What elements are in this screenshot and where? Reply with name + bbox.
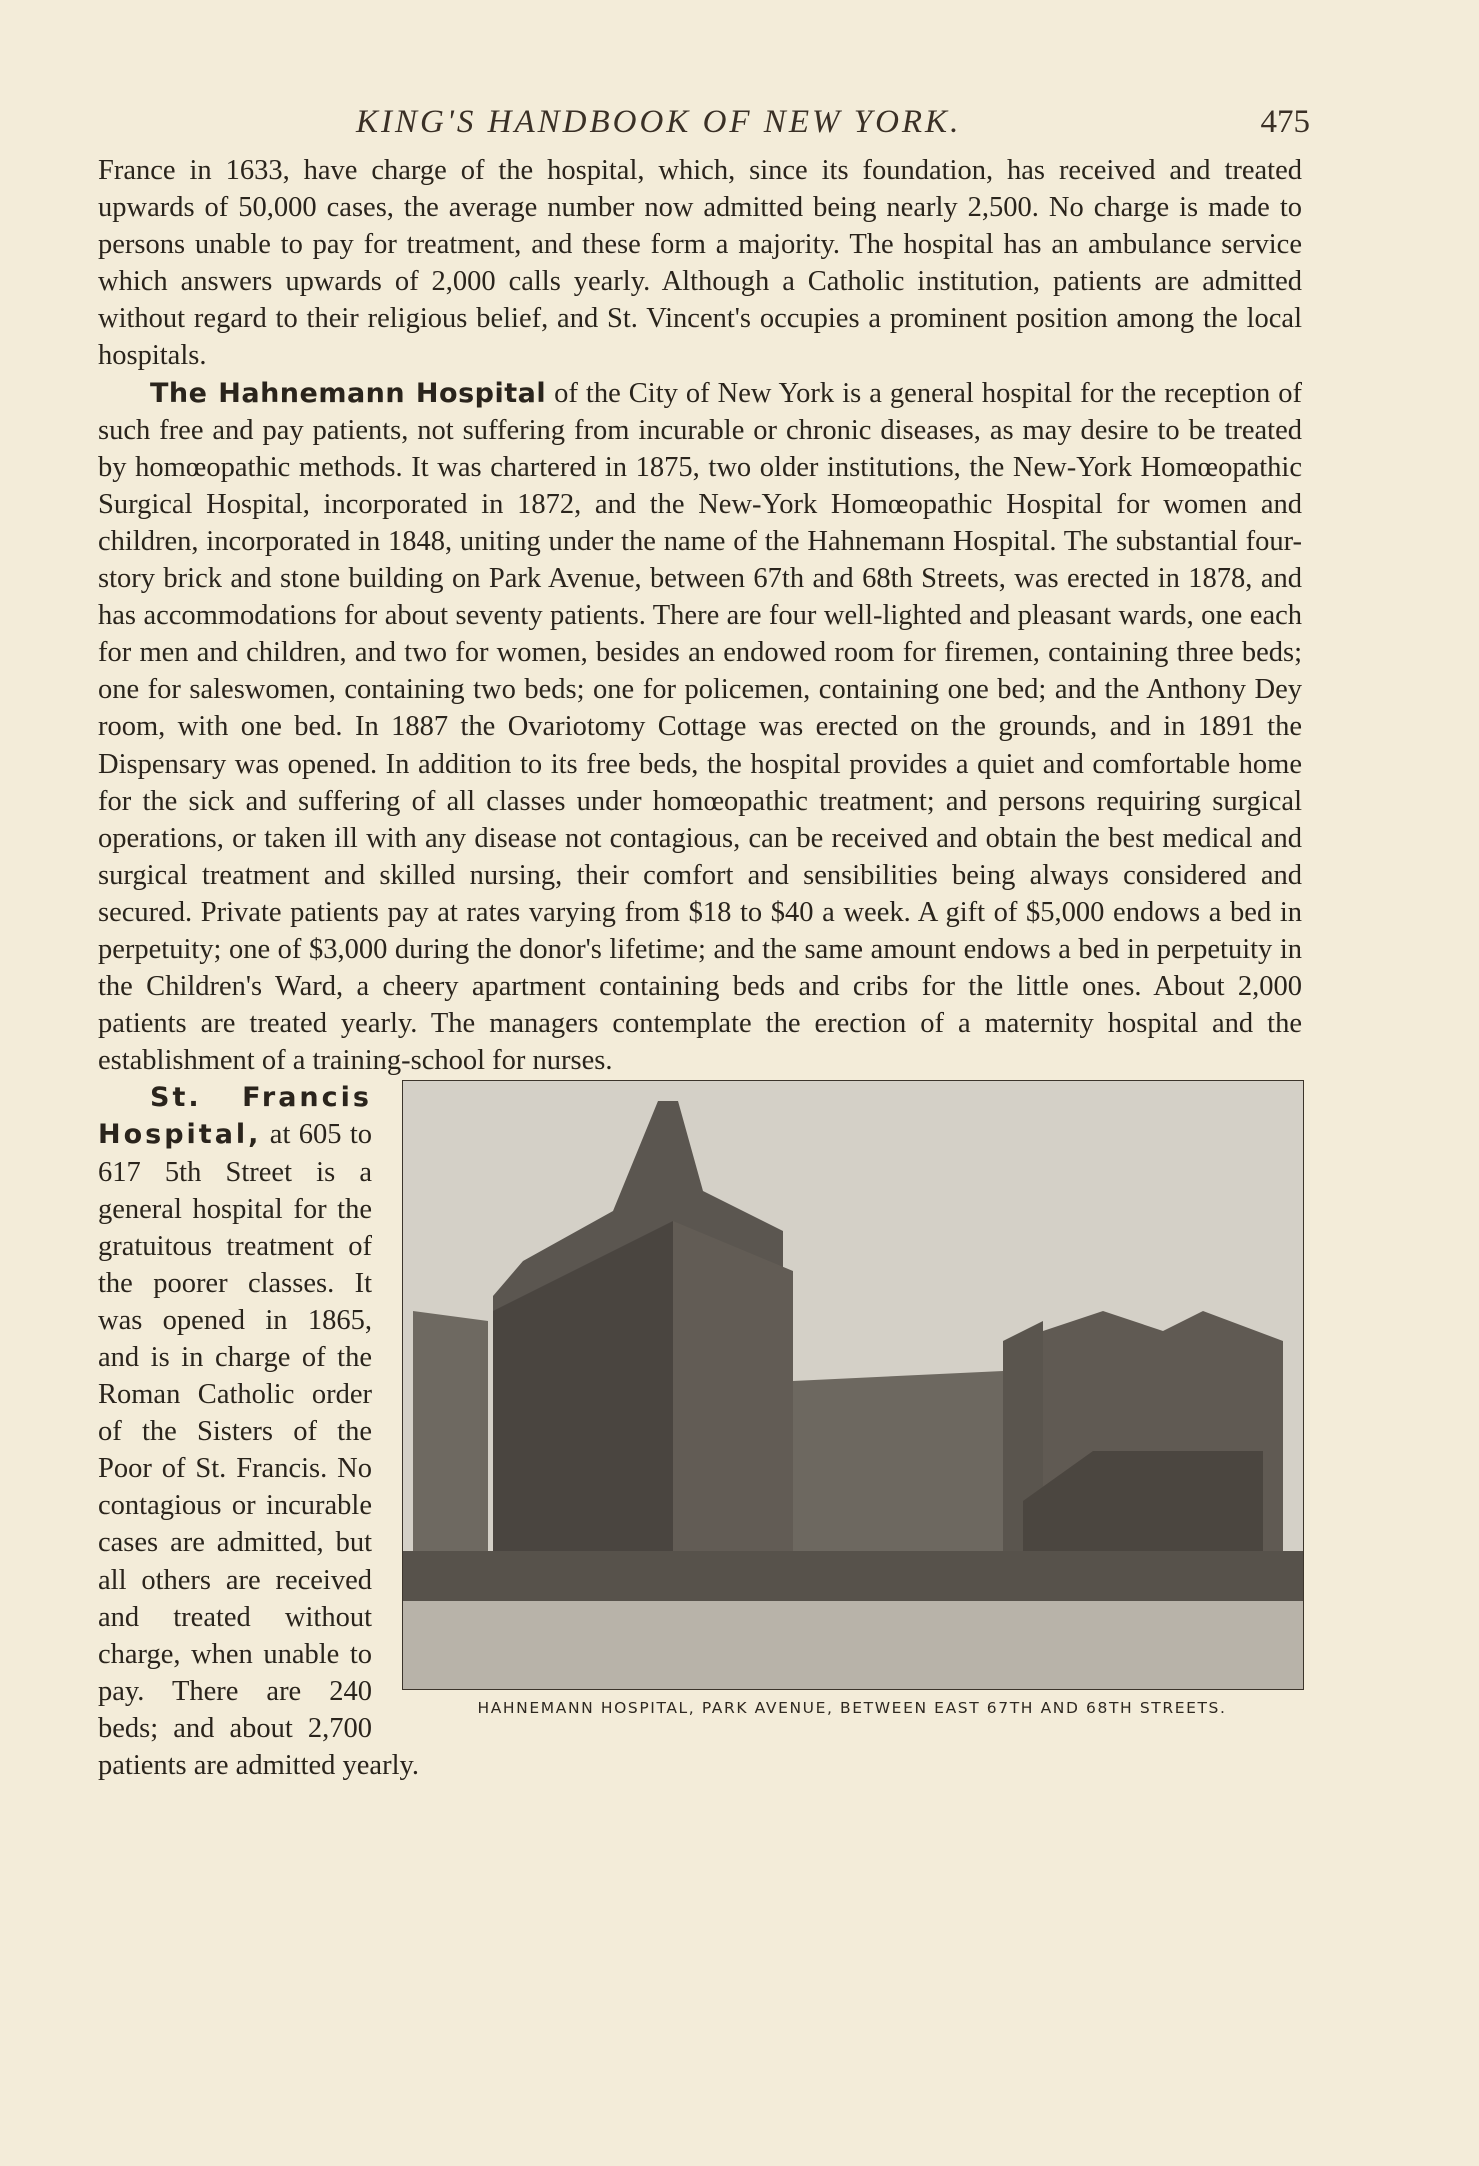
running-head [98, 96, 1310, 152]
paragraph-hahnemann [98, 375, 1302, 1080]
heading-st-francis-hospital: St. Francis Hospital, [98, 1082, 372, 1151]
text-with-figure [98, 375, 1302, 1785]
heading-hahnemann-hospital: The Hahnemann Hospital [150, 377, 547, 409]
page-number: 475 [1260, 104, 1310, 140]
hospital-photo [402, 1080, 1304, 1690]
paragraph-st-vincents: France in 1633, have charge of the hospital, which, since its foundation, has received and treated upwards of 50,000 cases, the average number now admitted being nearly 2,500. No charge is made to persons unable to pay for treatment, and these form a majority. The hospital has an ambulance service which answers upwards of 2,000 calls yearly. Although a Catholic institution, patients are admitted without regard to their religious belief, and St. Vincent's occupies a prominent position among the local hospitals. [98, 155, 1302, 372]
book-page [98, 96, 1310, 1784]
hospital-figure [402, 1080, 1304, 1730]
hahnemann-text: of the City of New York is a general hospital for the reception of such free and pay patients, not suffering from incurable or chronic diseases, as may desire to be treated by homœopathic methods. It was chartered in 1875, two older institutions, the New-York Homœopathic Surgical Hospital, incorporated in 1872, and the New-York Homœopathic Hospital for women and children, incorporated in 1848, uniting under the name of the Hahnemann Hospital. The substantial four-story brick and stone building on Park Avenue, between 67th and 68th Streets, was erected in 1878, and has accommodations for about seventy patients. There are four well-lighted and pleasant wards, one each for men and children, and two for women, besides an endowed room for firemen, containing three beds; one for saleswomen, containing two beds; one for policemen, containing one bed; and the Anthony Dey room, with one bed. In 1887 the Ovariotomy Cottage was erected on the grounds, and in 1891 the Dispensary was opened. In addition to its free beds, the hospital provides a quiet and comfortable home for the sick and suffering of all classes under homœopathic treatment; and persons requiring surgical operations, or taken ill with any disease not contagious, can be received and obtain the best medical and surgical treatment and skilled nursing, their comfort and sensibilities being always considered and secured. Private patients pay at rates varying from $18 to $40 a week. A gift of $5,000 endows a bed in perpetuity; one of $3,000 during the donor's lifetime; and the same amount endows a bed in perpetuity in the Children's Ward, a cheery apartment containing beds and cribs for the little ones. About 2,000 patients are treated yearly. The managers contemplate the erection of a maternity hospital and the establishment of a training-school for nurses. [98, 377, 1302, 1077]
running-title: KING'S HANDBOOK OF NEW YORK. [356, 104, 962, 140]
st-francis-text: at 605 to 617 5th Street is a general hospital for the gratuitous treatment of the poorer classes. It was opened in 1865, and is in charge of the Roman Catholic order of the Sisters of the Poor of St. Francis. No contagious or incurable cases are admitted, but all others are received and treated without charge, when unable to pay. There are 240 beds; and about 2,700 patients are admitted yearly. [98, 1119, 420, 1782]
figure-caption: HAHNEMANN HOSPITAL, PARK AVENUE, BETWEEN EAST 67TH AND 68TH STREETS. [477, 1698, 1227, 1717]
